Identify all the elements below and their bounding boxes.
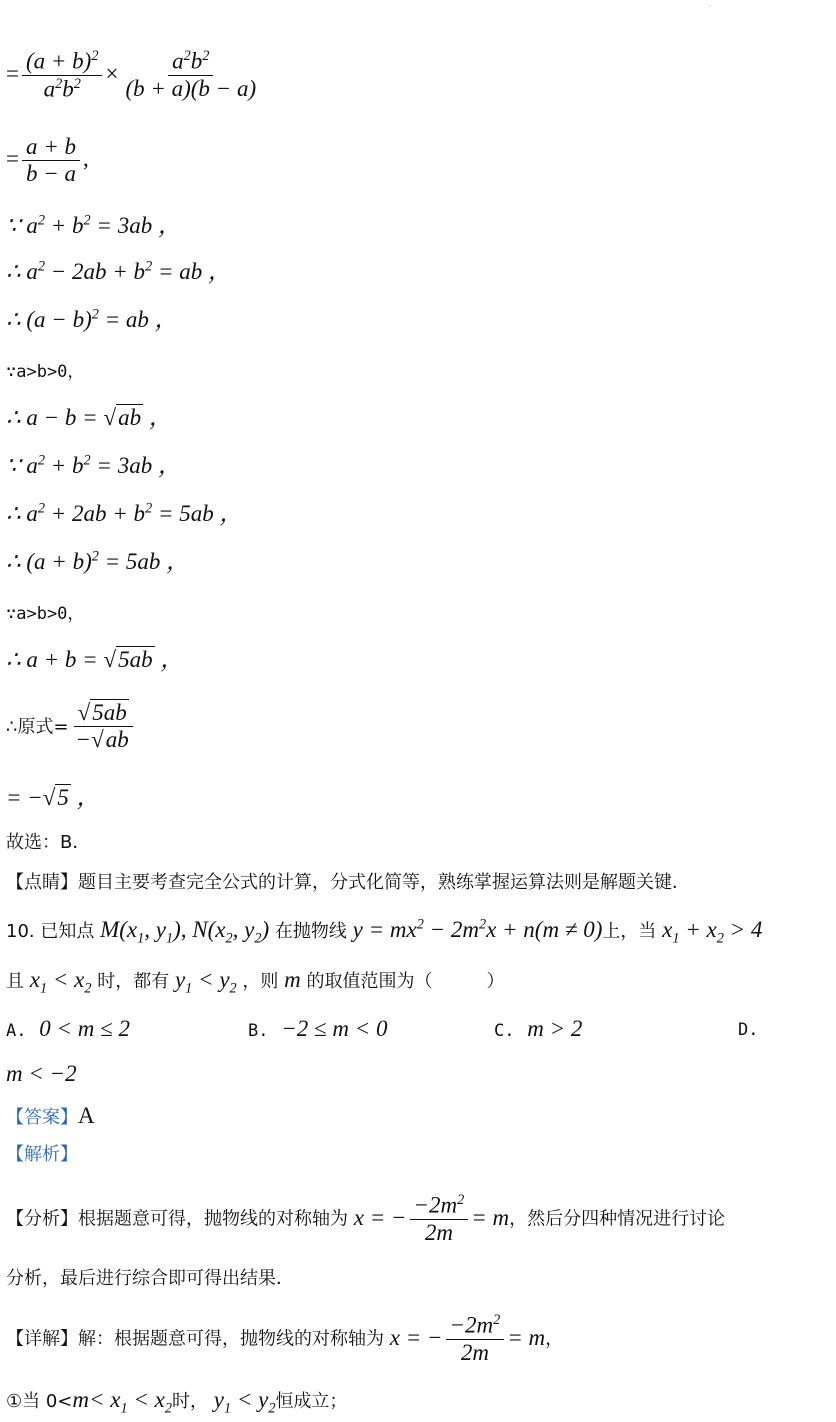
option-b: B. −2 ≤ m < 0	[248, 1016, 388, 1041]
conclusion-text: 故选：B．	[6, 832, 91, 853]
question-10-line-2: 且 $x_1 < x_2$ 时，都有 $y_1 < y_2$ ，则 m 的取值范围为（ ）	[6, 967, 505, 997]
equation-line-9: ∴ $a^2 + 2ab + b^2 = 5ab$ ，	[6, 500, 243, 526]
equation-line-5: ∴ $(a - b)^2$ = ab ，	[6, 306, 178, 332]
equation-line-3: ∵ $a^2 + b^2 = 3ab$ ，	[6, 212, 181, 238]
answer-value: A	[78, 1103, 95, 1128]
fraction: $\frac{a^2b^2}{(b + a)(b - a)}$	[125, 48, 257, 102]
detail-line-1: 【详解】解：根据题意可得，抛物线的对称轴为 x = − $\frac{-2m^2}{2m}$ = m，	[6, 1312, 564, 1366]
equation-line-7: ∴ a − b = √ab ，	[6, 405, 172, 430]
detail-case-1: ①当 $0<m< x_1 < x_2$时， $y_1 < y_2$恒成立；	[6, 1387, 348, 1417]
equation-line-14: = −√5 ，	[6, 785, 100, 810]
option-d-label: D.	[738, 1020, 759, 1040]
equation-line-2: = $\frac{a + b}{b - a}$ ,	[6, 134, 89, 187]
analysis-tag: 【解析】	[6, 1144, 78, 1165]
equation-line-13: ∴原式= $\frac{√5ab}{-√ab}$	[6, 700, 138, 754]
answer-tag: 【答案】	[6, 1107, 78, 1128]
answer-line	[6, 1102, 95, 1130]
option-a: A. 0 < m ≤ 2	[6, 1016, 130, 1041]
equation-line-6: ∵a>b>0，	[6, 362, 85, 382]
equation-line-11: ∵a>b>0，	[6, 604, 85, 624]
analysis-line-2: 分析，最后进行综合即可得出结果．	[6, 1268, 294, 1289]
equation-line-8: ∵ $a^2 + b^2 = 3ab$ ，	[6, 452, 181, 478]
equation-line-4: ∴ $a^2 - 2ab + b^2$ = ab ，	[6, 258, 231, 284]
fraction: $\frac{(a + b)^2}{a^2b^2}$	[22, 48, 102, 103]
equation-line-1: = $\frac{(a + b)^2}{a^2b^2}$ × $\frac{a^2b^2}{(b + a)(b - a)}$	[6, 48, 263, 103]
analysis-line-1: 【分析】根据题意可得，抛物线的对称轴为 x = − $\frac{-2m^2}{2m}$ = m，然后分四种情况进行讨论	[6, 1192, 726, 1246]
fraction: $\frac{√5ab}{-√ab}$	[72, 700, 135, 754]
option-c: C. m > 2	[494, 1016, 583, 1041]
equation-line-12: ∴ a + b = √5ab ，	[6, 647, 184, 672]
comment-text: 【点睛】题目主要考查完全公式的计算，分式化简等，熟练掌握运算法则是解题关键．	[6, 872, 690, 893]
fraction: $\frac{a + b}{b - a}$	[22, 134, 80, 188]
question-10-line-1: 10. 已知点 $M(x_1$, $y_1$), $N(x_2$, $y_2$) 在抛物线 $y = mx^2 - 2m^2x + n(m \ne 0)$上，当 $x_1 + x_2 > 4$	[6, 916, 763, 947]
equation-line-10: ∴ $(a + b)^2 = 5ab$ ，	[6, 548, 190, 574]
option-d-value: m < −2	[6, 1061, 77, 1086]
page-mark: ·	[709, 2, 712, 11]
